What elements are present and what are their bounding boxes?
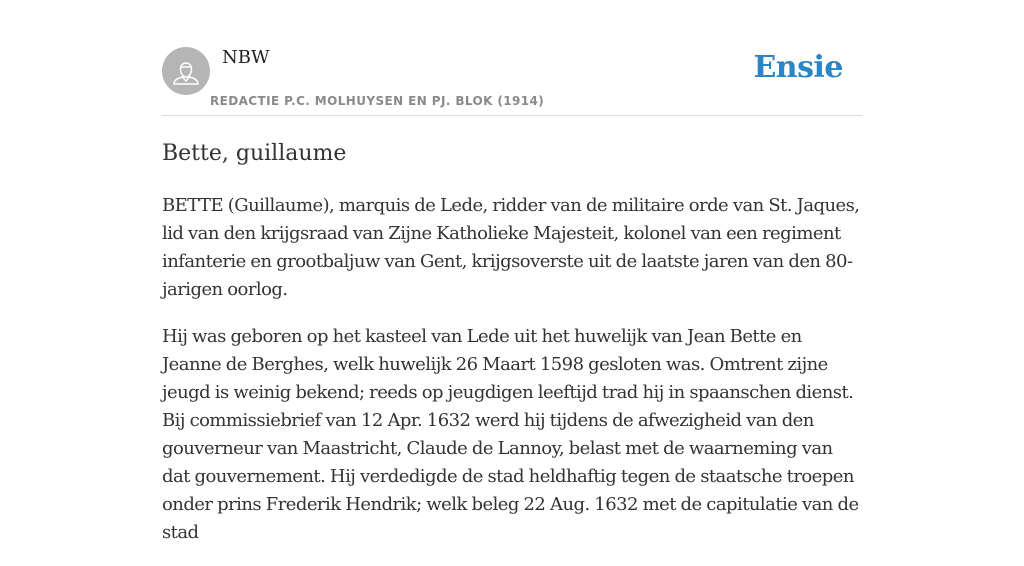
article-paragraph: Hij was geboren op het kasteel van Lede uit het huwelijk van Jean Bette en Jeanne de Berghes, welk huwelijk 26 Maart 1598 gesloten was. Omtrent zijne jeugd is weinig bekend; reeds op jeugdigen leeftijd trad hij in spaanschen dienst. Bij commissiebrief van 12 Apr. 1632 werd hij tijdens de afwezigheid van den gouverneur van Maastricht, Claude de Lannoy, belast met de waarneming van dat gouvernement. Hij verdedigde de stad heldhaftig tegen de staatsche troepen onder prins Frederik Hendrik; welk beleg 22 Aug. 1632 met de capitulatie van de stad (162, 326, 859, 543)
article-body (162, 192, 862, 566)
source-header (162, 0, 862, 116)
person-outline-icon (162, 47, 210, 95)
brand-logo[interactable]: Ensie (753, 50, 843, 85)
avatar[interactable] (162, 47, 210, 95)
article-title: Bette, guillaume (162, 141, 347, 166)
article-container (162, 0, 862, 543)
source-subtitle: REDACTIE P.C. MOLHUYSEN EN PJ. BLOK (1914) (210, 94, 545, 108)
source-name[interactable]: NBW (222, 47, 270, 68)
article-paragraph: BETTE (Guillaume), marquis de Lede, ridder van de militaire orde van St. Jaques, lid van den krijgsraad van Zijne Katholieke Majesteit, kolonel van een regiment infanterie en grootbaljuw van Gent, krijgsoverste uit de laatste jaren van den 80-jarigen oorlog. (162, 195, 860, 300)
